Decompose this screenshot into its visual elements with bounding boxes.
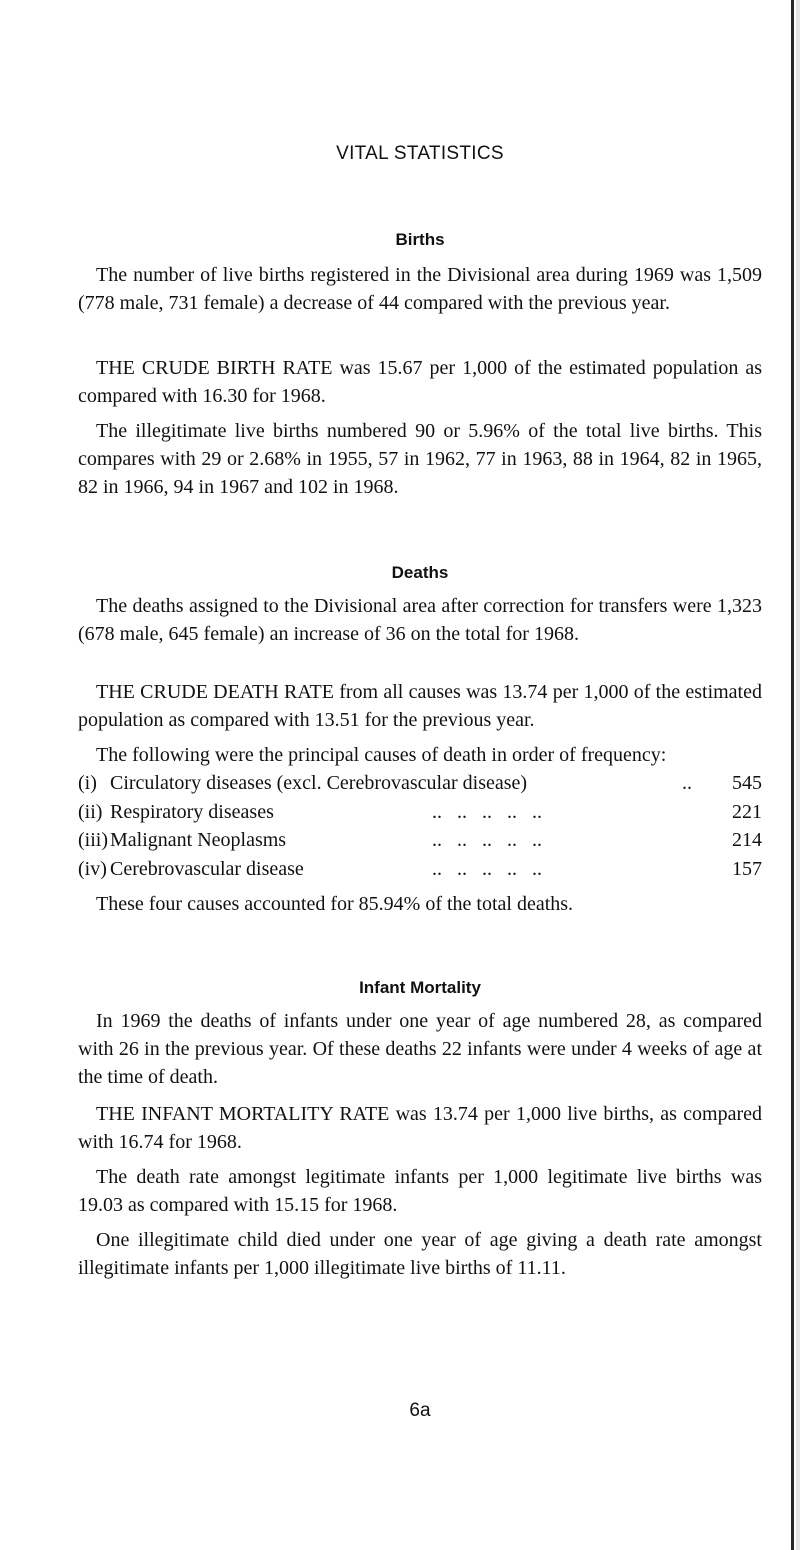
page-edge-line	[791, 0, 794, 1550]
deaths-paragraph-3: The following were the principal causes of death in order of frequency:	[96, 744, 667, 766]
deaths-heading: Deaths	[391, 563, 449, 582]
cause-leader-dots: .. .. .. .. ..	[432, 829, 542, 851]
cause-number: (i)	[78, 772, 97, 794]
cause-number: (iii)	[78, 829, 108, 851]
infant-paragraph-1: In 1969 the deaths of infants under one year of age numbered 28, as compared with 26 in the previous year. Of these deaths 22 infants were under 4 weeks of age at the time of death.	[78, 1010, 762, 1088]
infant-mortality-heading: Infant Mortality	[359, 978, 481, 997]
page-number: 6a	[409, 1400, 431, 1421]
births-paragraph-2: THE CRUDE BIRTH RATE was 15.67 per 1,000 of the estimated population as compared with 16.30 for 1968.	[78, 357, 762, 407]
cause-number: (ii)	[78, 800, 103, 823]
causes-of-death-list	[78, 772, 762, 886]
cause-leader-dots: .. .. .. .. ..	[432, 857, 542, 880]
cause-leader-dots: ..	[682, 772, 692, 794]
cause-number: (iv)	[78, 857, 107, 880]
cause-row	[78, 772, 762, 801]
deaths-paragraph-2: THE CRUDE DEATH RATE from all causes was 13.74 per 1,000 of the estimated population as compared with 13.51 for the previous year.	[78, 681, 762, 731]
births-heading: Births	[395, 230, 445, 249]
page-edge-shadow	[796, 0, 800, 1550]
births-paragraph-3: The illegitimate live births numbered 90 or 5.96% of the total live births. This compares with 29 or 2.68% in 1955, 57 in 1962, 77 in 1963, 88 in 1964, 82 in 1965, 82 in 1966, 94 in 1967 and 102 in 1968.	[78, 420, 762, 498]
cause-leader-dots: .. .. .. .. ..	[432, 800, 542, 823]
infant-paragraph-4: One illegitimate child died under one year of age giving a death rate amongst illegitimate infants per 1,000 illegitimate live births of 11.11.	[78, 1229, 762, 1279]
cause-row	[78, 858, 762, 887]
cause-label: Circulatory diseases (excl. Cerebrovascular disease)	[110, 772, 528, 794]
births-paragraph-1: The number of live births registered in the Divisional area during 1969 was 1,509 (778 male, 731 female) a decrease of 44 compared with the previous year.	[78, 264, 762, 314]
cause-row	[78, 801, 762, 830]
infant-paragraph-3: The death rate amongst legitimate infants per 1,000 legitimate live births was 19.03 as compared with 15.15 for 1968.	[78, 1166, 762, 1216]
cause-label: Malignant Neoplasms	[110, 829, 287, 851]
cause-value: 545	[732, 772, 762, 794]
cause-value: 214	[732, 829, 762, 851]
infant-paragraph-2: THE INFANT MORTALITY RATE was 13.74 per 1,000 live births, as compared with 16.74 for 1968.	[78, 1103, 762, 1153]
cause-value: 157	[732, 857, 762, 880]
cause-label: Respiratory diseases	[110, 800, 274, 823]
deaths-paragraph-1: The deaths assigned to the Divisional area after correction for transfers were 1,323 (678 male, 645 female) an increase of 36 on the total for 1968.	[78, 595, 762, 645]
deaths-paragraph-4: These four causes accounted for 85.94% of the total deaths.	[96, 893, 574, 915]
page-title: VITAL STATISTICS	[336, 143, 504, 164]
cause-label: Cerebrovascular disease	[110, 857, 304, 880]
cause-row	[78, 829, 762, 858]
cause-value: 221	[732, 800, 762, 823]
